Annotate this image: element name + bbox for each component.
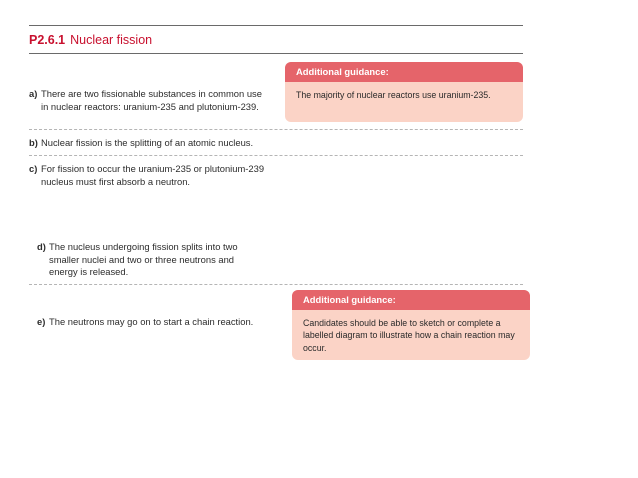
item-text: Nuclear fission is the splitting of an atomic nucleus.: [41, 137, 254, 148]
item-divider: [29, 284, 523, 285]
item-letter: c): [29, 163, 38, 174]
guidance-box-e: [292, 290, 530, 360]
list-item-d: [37, 241, 259, 279]
item-divider: [29, 155, 523, 156]
item-letter: d): [37, 241, 46, 252]
item-letter: b): [29, 137, 38, 148]
item-letter: e): [37, 316, 46, 327]
section-title: Nuclear fission: [70, 33, 153, 47]
guidance-box-a: [285, 62, 523, 122]
item-text: The nucleus undergoing fission splits into two smaller nuclei and two or three neutrons and energy is released.: [49, 241, 238, 277]
item-letter: a): [29, 88, 38, 99]
item-text: There are two fissionable substances in common use in nuclear reactors: uranium-235 and plutonium-239.: [41, 88, 262, 112]
list-item-a: [29, 88, 269, 113]
list-item-c: [29, 163, 274, 188]
section-code: P2.6.1: [29, 33, 66, 47]
list-item-b: [29, 137, 289, 150]
item-text: The neutrons may go on to start a chain reaction.: [49, 316, 254, 327]
guidance-text: The majority of nuclear reactors use uranium-235.: [296, 90, 491, 100]
top-rule: [29, 25, 523, 26]
section-heading: [29, 33, 152, 47]
item-divider: [29, 129, 523, 130]
list-item-e: [37, 316, 287, 329]
guidance-text: Candidates should be able to sketch or complete a labelled diagram to illustrate how a chain reaction may occur.: [303, 318, 515, 353]
item-text: For fission to occur the uranium-235 or plutonium-239 nucleus must first absorb a neutron.: [41, 163, 265, 187]
guidance-header: Additional guidance:: [292, 290, 530, 310]
guidance-header: Additional guidance:: [285, 62, 523, 82]
heading-rule: [29, 53, 523, 54]
